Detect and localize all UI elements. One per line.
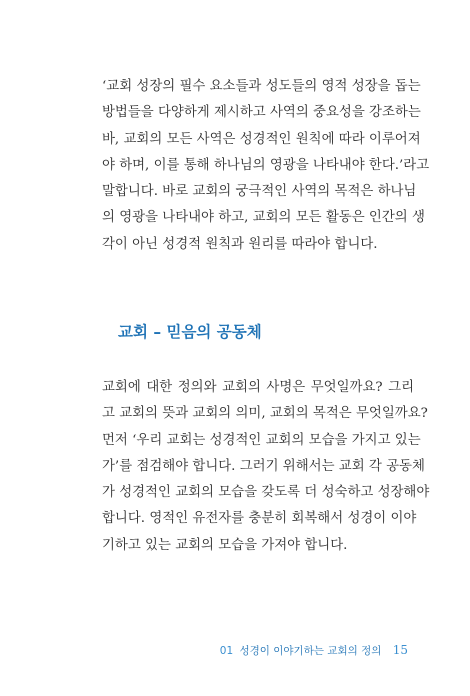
page-footer xyxy=(220,642,408,659)
paragraph-line: 방법들을 다양하게 제시하고 사역의 중요성을 강조하는 xyxy=(102,105,421,121)
paragraph-line: 바, 교회의 모든 사역은 성경적인 원칙에 따라 이루어져 xyxy=(102,131,421,147)
paragraph-line: 야 하며, 이를 통해 하나님의 영광을 나타내야 한다.’라고 xyxy=(102,157,430,173)
page-number: 15 xyxy=(392,643,408,657)
paragraph-line: 각이 아닌 성경적 원칙과 원리를 따라야 합니다. xyxy=(102,236,378,252)
paragraph-line: 가’를 점검해야 합니다. 그러기 위해서는 교회 각 공동체 xyxy=(102,458,425,474)
paragraph-line: 가 성경적인 교회의 모습을 갖도록 더 성숙하고 성장해야 xyxy=(102,485,430,501)
paragraph-line: 말합니다. 바로 교회의 궁극적인 사역의 목적은 하나님 xyxy=(102,184,417,200)
paragraph-line: 의 영광을 나타내야 하고, 교회의 모든 활동은 인간의 생 xyxy=(102,210,425,226)
paragraph-line: 합니다. 영적인 유전자를 충분히 회복해서 성경이 이야 xyxy=(102,511,417,527)
body-paragraph-1 xyxy=(102,74,430,258)
paragraph-line: 고 교회의 뜻과 교회의 의미, 교회의 목적은 무엇일까요? xyxy=(102,406,428,422)
paragraph-line: ‘교회 성장의 필수 요소들과 성도들의 영적 성장을 돕는 xyxy=(102,79,421,94)
body-paragraph-2 xyxy=(102,375,430,559)
section-heading: 교회 – 믿음의 공동체 xyxy=(118,323,262,341)
chapter-title: 성경이 이야기하는 교회의 정의 xyxy=(239,645,382,657)
paragraph-line: 교회에 대한 정의와 교회의 사명은 무엇일까요? 그리 xyxy=(102,380,414,395)
paragraph-line: 기하고 있는 교회의 모습을 가져야 합니다. xyxy=(102,537,348,553)
chapter-number: 01 xyxy=(219,645,234,657)
paragraph-line: 먼저 ‘우리 교회는 성경적인 교회의 모습을 가지고 있는 xyxy=(102,432,421,448)
